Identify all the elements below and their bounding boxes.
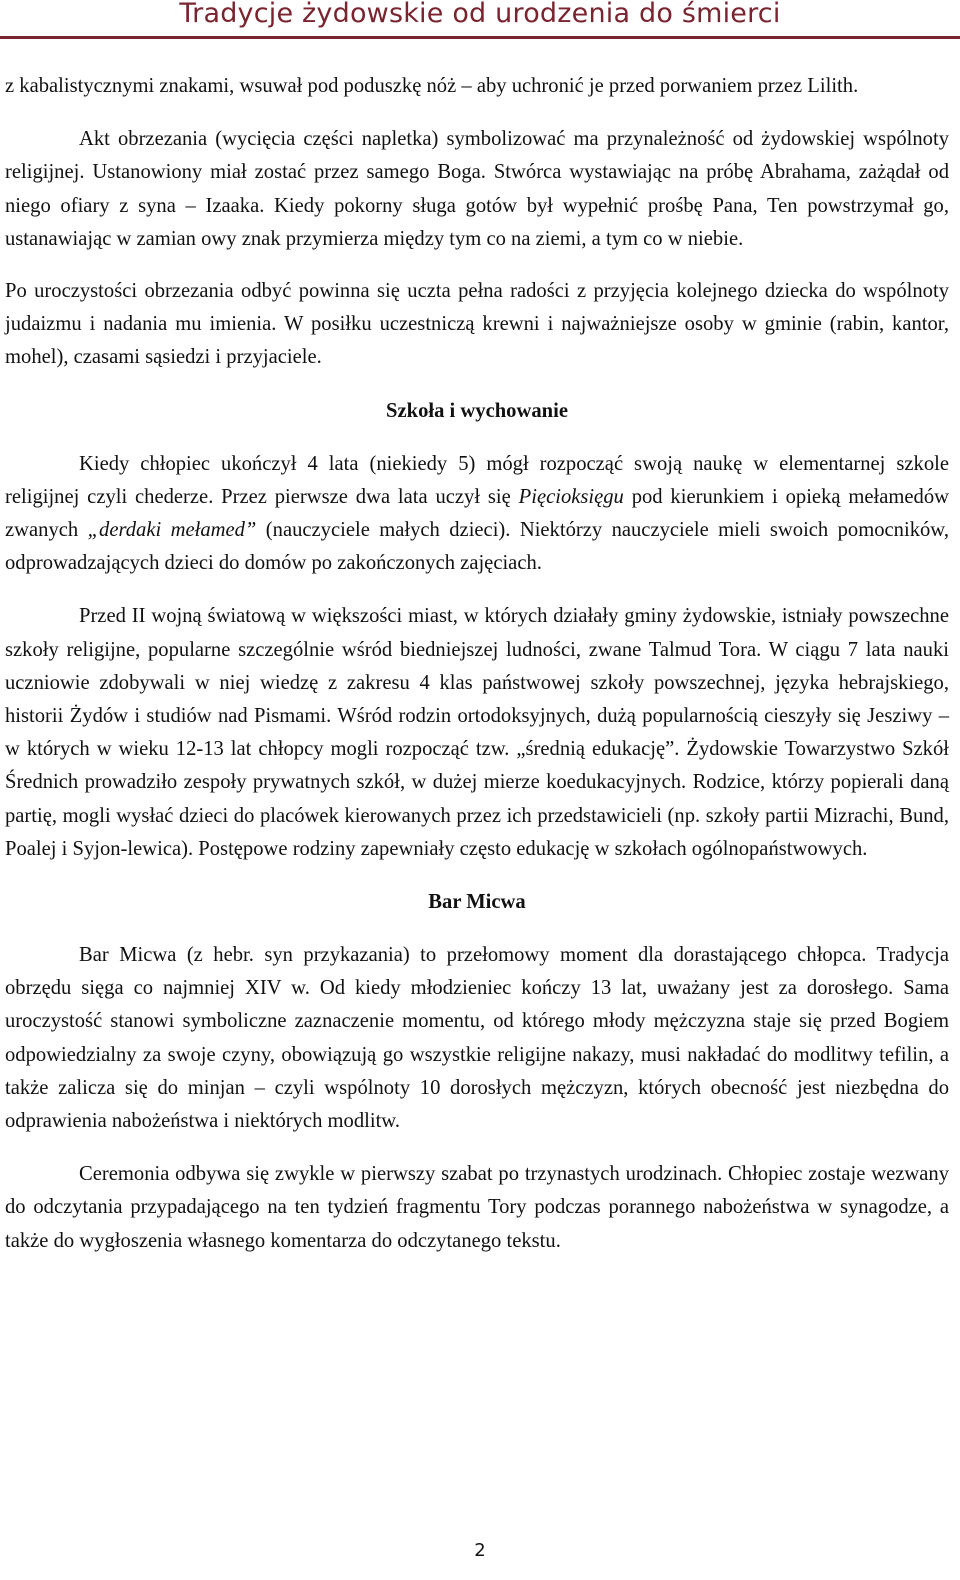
- paragraph-4-italic-2: „derdaki mełamed”: [87, 519, 257, 542]
- section-heading-bar-micwa: Bar Micwa: [428, 891, 526, 914]
- header-rule: [0, 36, 960, 39]
- paragraph-4-part-b: pod kierunkiem i opieką mełamedów zwanych: [5, 485, 949, 542]
- paragraph-4-italic-1: Pięcioksięgu: [518, 485, 624, 508]
- running-header: [0, 0, 960, 40]
- paragraph-7: Ceremonia odbywa się zwykle w pierwszy szabat po trzynastych urodzinach. Chłopiec zostaje wezwany do odczytania przypadającego na ten tydzień fragmentu Tory podczas porannego nabożeństwa w synagodze, a także do wygłoszenia własnego komentarza do odczytanego tekstu.: [5, 1163, 949, 1252]
- paragraph-4-part-c: (nauczyciele małych dzieci). Niektórzy nauczyciele mieli swoich pomocników, odprowadzających dzieci do domów po zakończonych zajęciach.: [5, 519, 949, 575]
- paragraph-4: [5, 448, 949, 581]
- page-footer: [0, 1540, 960, 1561]
- page-number: 2: [474, 1540, 486, 1561]
- section-heading-school: Szkoła i wychowanie: [386, 399, 568, 422]
- paragraph-5: Przed II wojną światową w większości miast, w których działały gminy żydowskie, istniały powszechne szkoły religijne, popularne szczególnie wśród biedniejszej ludności, zwane Talmud Tora. W ciągu 7 lata nauki uczniowie zdobywali w niej wiedzę z zakresu 4 klas państwowej szkoły powszechnej, języka hebrajskiego, historii Żydów i studiów nad Pismami. Wśród rodzin ortodoksyjnych, dużą popularnością cieszyły się Jesziwy – w których w wieku 12-13 lat chłopcy mogli rozpocząć tzw. „średnią edukację”. Żydowskie Towarzystwo Szkół Średnich prowadziło zespoły prywatnych szkół, w dużej mierze koedukacyjnych. Rodzice, którzy popierali daną partię, mogli wysłać dzieci do placówek kierowanych przez ich przedstawicieli (np. szkoły partii Mizrachi, Bund, Poalej i Syjon-lewica). Postępowe rodziny zapewniały często edukację w szkołach ogólnopaństwowych.: [5, 605, 949, 860]
- document-body: [5, 70, 949, 1258]
- paragraph-6: Bar Micwa (z hebr. syn przykazania) to przełomowy moment dla dorastającego chłopca. Tradycja obrzędu sięga co najmniej XIV w. Od kiedy młodzieniec kończy 13 lat, uważany jest za dorosłego. Sama uroczystość stanowi symboliczne zaznaczenie momentu, od którego młody mężczyzna staje się przed Bogiem odpowiedzialny za swoje czyny, obowiązują go wszystkie religijne nakazy, musi nakładać do modlitwy tefilin, a także zalicza się do minjan – czyli wspólnoty 10 dorosłych mężczyzn, których obecność jest niezbędna do odprawienia nabożeństwa i niektórych modlitw.: [5, 944, 949, 1133]
- paragraph-3: Po uroczystości obrzezania odbyć powinna się uczta pełna radości z przyjęcia kolejnego dziecka do wspólnoty judaizmu i nadania mu imienia. W posiłku uczestniczą krewni i najważniejsze osoby w gminie (rabin, kantor, mohel), czasami sąsiedzi i przyjaciele.: [5, 280, 949, 369]
- header-title: Tradycje żydowskie od urodzenia do śmierci: [179, 0, 781, 29]
- paragraph-4-part-a: Kiedy chłopiec ukończył 4 lata (niekiedy 5) mógł rozpocząć swoją naukę w elementarnej szkole religijnej czyli chederze. Przez pierwsze dwa lata uczył się: [5, 452, 949, 508]
- paragraph-1: z kabalistycznymi znakami, wsuwał pod poduszkę nóż – aby uchronić je przed porwaniem przez Lilith.: [5, 75, 859, 97]
- paragraph-2: Akt obrzezania (wycięcia części napletka) symbolizować ma przynależność od żydowskiej wspólnoty religijnej. Ustanowiony miał zostać przez samego Boga. Stwórca wystawiając na próbę Abrahama, zażądał od niego ofiary z syna – Izaaka. Kiedy pokorny sługa gotów był wypełnić prośbę Pana, Ten powstrzymał go, ustanawiając w zamian owy znak przymierza między tym co na ziemi, a tym co w niebie.: [5, 128, 949, 250]
